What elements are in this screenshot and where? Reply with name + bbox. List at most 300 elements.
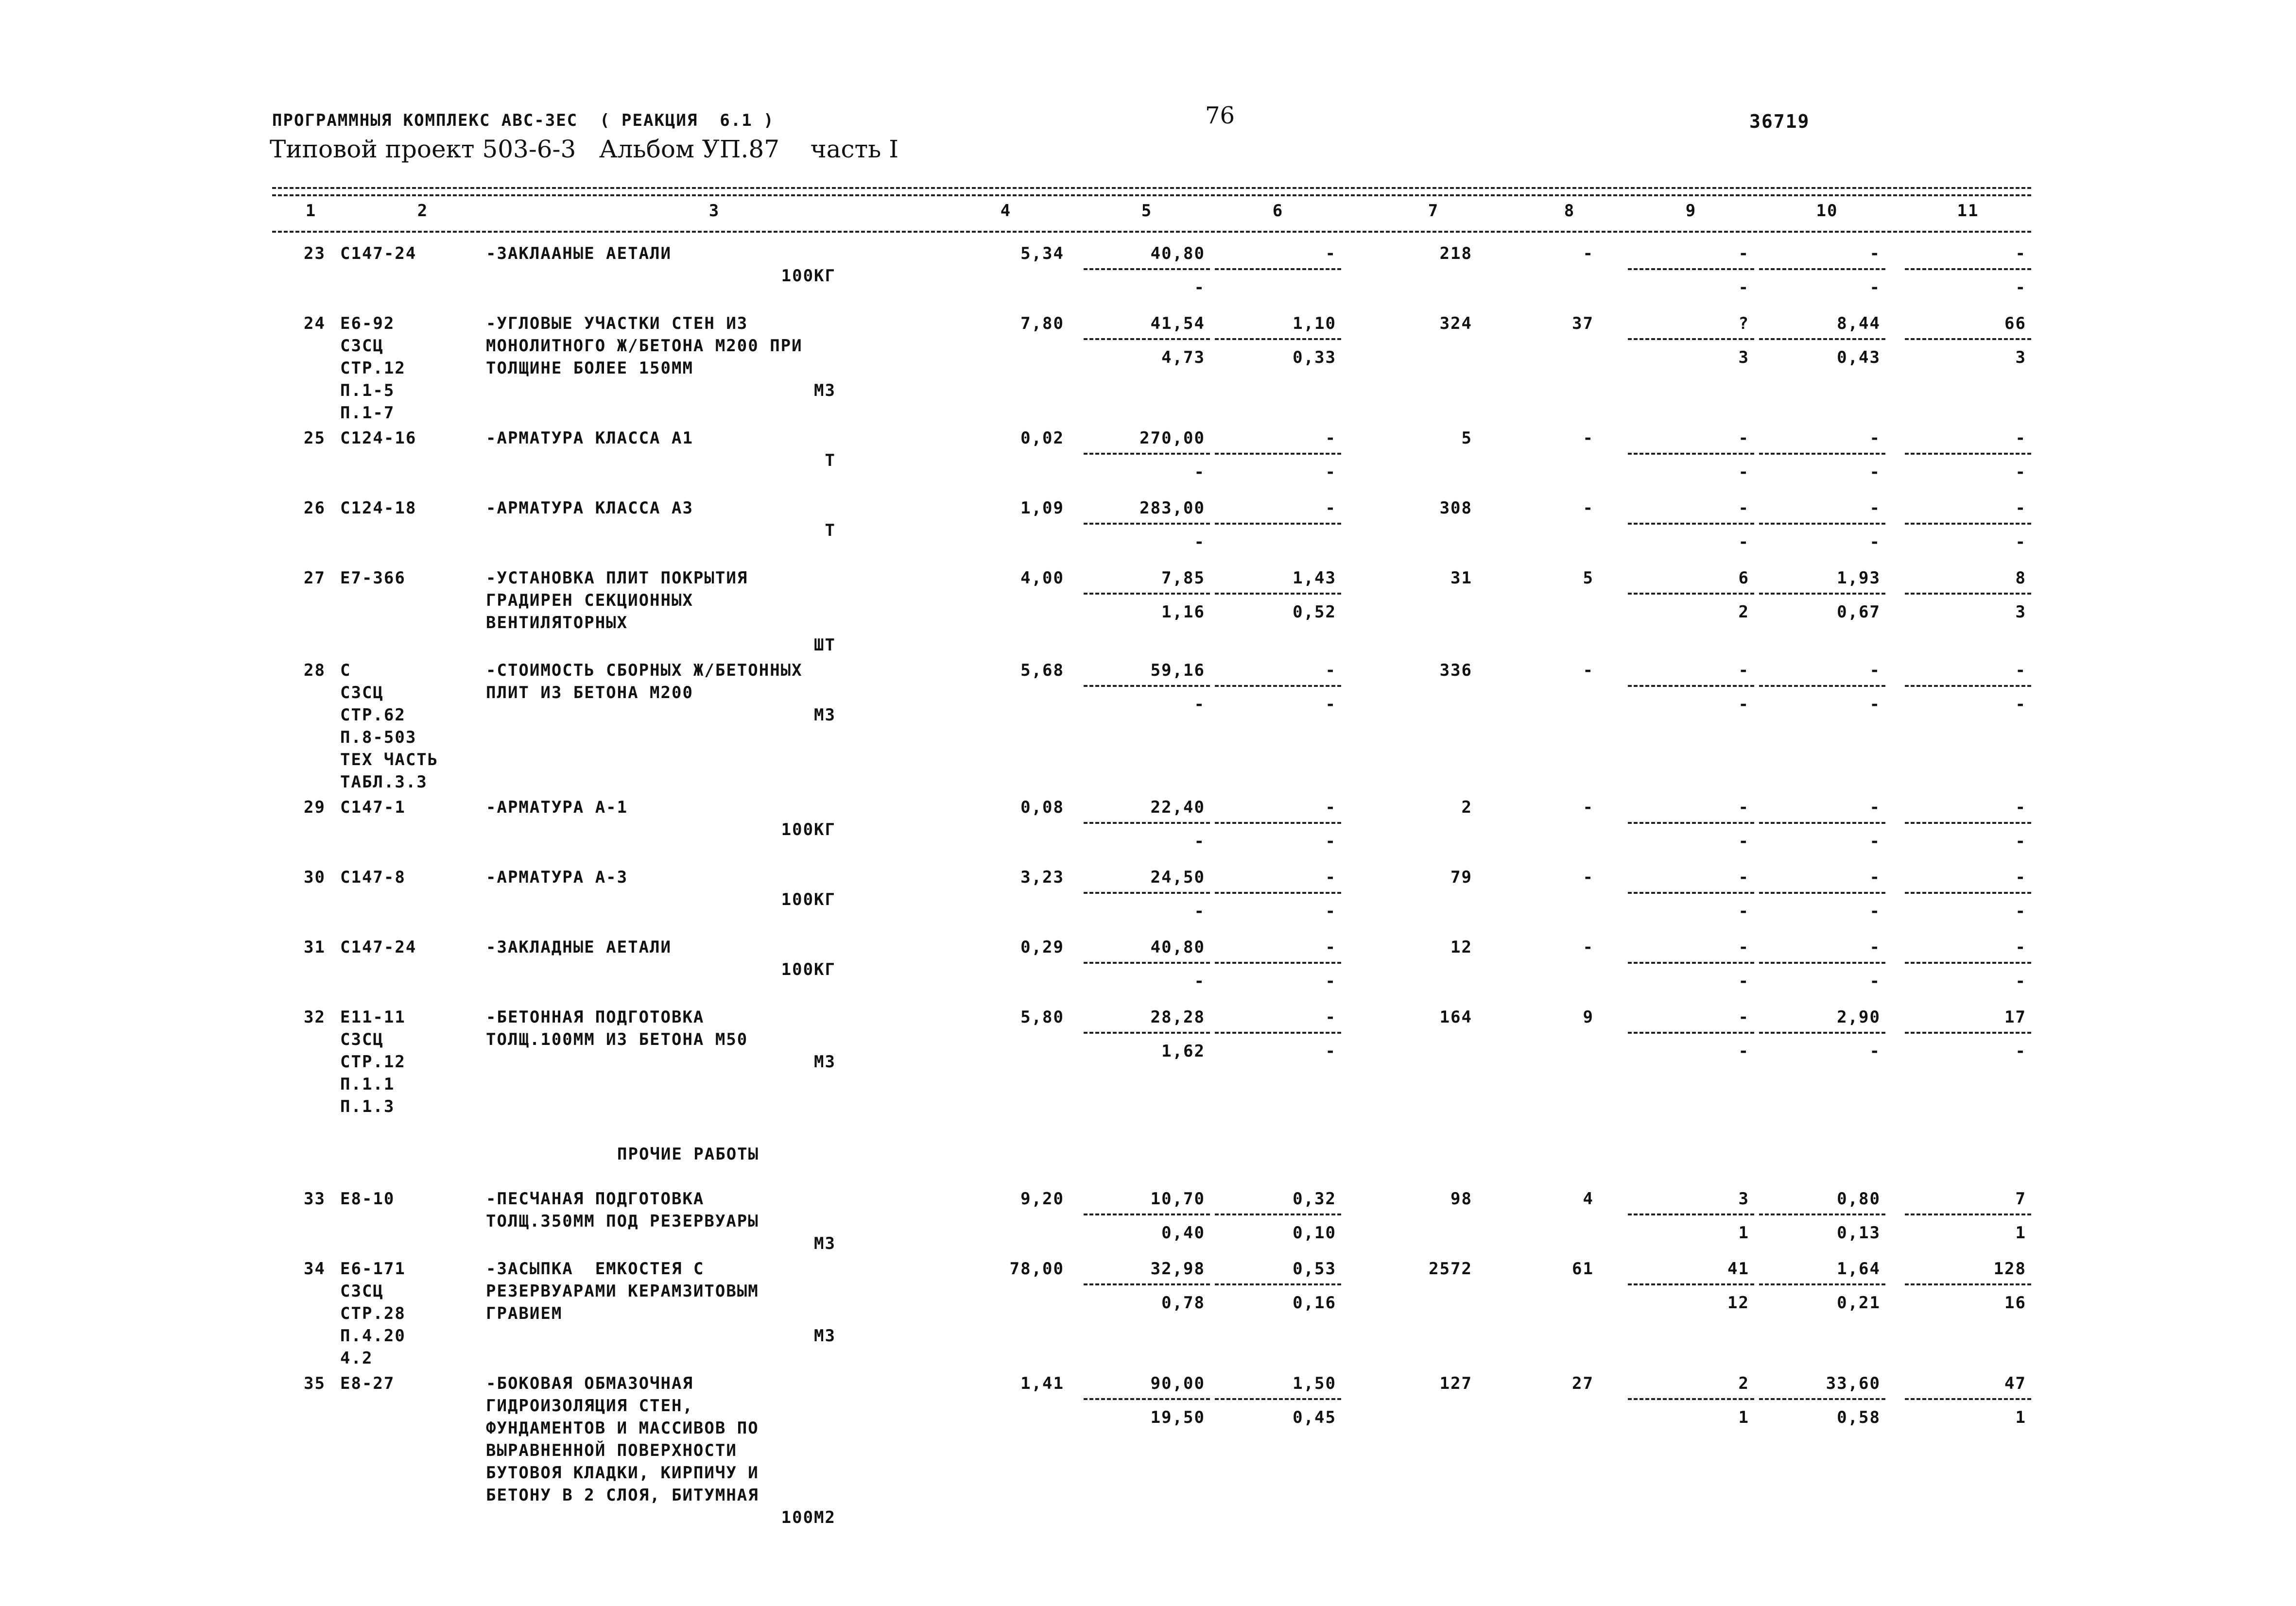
- row-c5-divider: [1084, 1283, 1210, 1285]
- section-heading: ПРОЧИЕ РАБОТЫ: [617, 1145, 760, 1164]
- row-c5-lower: 0,78: [1161, 1293, 1205, 1313]
- row-c9-divider: [1628, 685, 1754, 687]
- row-number: 24: [304, 314, 326, 333]
- row-col7: 2572: [1429, 1259, 1472, 1279]
- row-col7: 127: [1439, 1374, 1472, 1393]
- row-description-line: -БОКОВАЯ ОБМАЗОЧНАЯ: [486, 1374, 693, 1393]
- row-c6-upper: -: [1325, 428, 1336, 448]
- row-c10-divider: [1759, 338, 1885, 340]
- row-col7: 98: [1450, 1189, 1472, 1209]
- document-number: 36719: [1749, 111, 1810, 132]
- row-c9-divider: [1628, 338, 1754, 340]
- row-c11-upper: 7: [2015, 1189, 2026, 1209]
- column-header-5: 5: [1141, 201, 1153, 221]
- row-c6-lower: 0,45: [1293, 1408, 1336, 1427]
- row-c11-divider: [1905, 685, 2031, 687]
- row-c9-upper: -: [1738, 798, 1749, 817]
- row-description-line: ГРАДИРЕН СЕКЦИОННЫХ: [486, 591, 693, 610]
- row-c6-lower: 0,52: [1293, 602, 1336, 622]
- row-c9-upper: -: [1738, 1008, 1749, 1027]
- row-unit: М3: [814, 1234, 836, 1253]
- row-c11-lower: 16: [2004, 1293, 2026, 1313]
- row-number: 33: [304, 1189, 326, 1209]
- row-c9-divider: [1628, 1213, 1754, 1215]
- row-c10-divider: [1759, 685, 1885, 687]
- row-c10-lower: -: [1869, 972, 1881, 991]
- row-c9-divider: [1628, 1032, 1754, 1034]
- row-c10-lower: -: [1869, 902, 1881, 921]
- row-c5-lower: -: [1194, 832, 1205, 851]
- header-rule-bottom: [272, 231, 2031, 233]
- row-col7: 2: [1461, 798, 1472, 817]
- row-number: 34: [304, 1259, 326, 1279]
- row-col8: -: [1583, 428, 1594, 448]
- row-c10-lower: 0,21: [1837, 1293, 1881, 1313]
- row-c11-lower: -: [2015, 532, 2026, 552]
- row-c5-lower: 19,50: [1150, 1408, 1205, 1427]
- row-c9-lower: -: [1738, 902, 1749, 921]
- row-description-line: ФУНДАМЕНТОВ И МАССИВОВ ПО: [486, 1418, 759, 1438]
- column-header-9: 9: [1685, 201, 1697, 221]
- row-unit: М3: [814, 1052, 836, 1072]
- row-unit: 100КГ: [781, 266, 836, 286]
- row-c10-upper: -: [1869, 868, 1881, 887]
- row-code-line: СЗСЦ: [340, 683, 384, 702]
- row-c10-upper: 1,64: [1837, 1259, 1881, 1279]
- column-header-4: 4: [1000, 201, 1012, 221]
- row-number: 25: [304, 428, 326, 448]
- row-code-line: П.1-5: [340, 381, 395, 400]
- row-c9-lower: 12: [1727, 1293, 1749, 1313]
- row-c10-upper: -: [1869, 244, 1881, 263]
- row-c10-lower: -: [1869, 832, 1881, 851]
- row-description-line: МОНОЛИТНОГО Ж/БЕТОНА М200 ПРИ: [486, 336, 803, 356]
- row-description-line: -АРМАТУРА А-1: [486, 798, 628, 817]
- row-c6-divider: [1215, 685, 1341, 687]
- row-c6-divider: [1215, 523, 1341, 525]
- row-description-line: -БЕТОННАЯ ПОДГОТОВКА: [486, 1008, 705, 1027]
- row-code-line: С147-8: [340, 868, 406, 887]
- row-number: 27: [304, 568, 326, 588]
- row-c11-lower: 3: [2015, 602, 2026, 622]
- row-description-line: -ПЕСЧАНАЯ ПОДГОТОВКА: [486, 1189, 705, 1209]
- row-c11-upper: 8: [2015, 568, 2026, 588]
- row-c9-upper: ?: [1738, 314, 1749, 333]
- row-quantity: 3,23: [1020, 868, 1064, 887]
- row-c10-upper: -: [1869, 428, 1881, 448]
- row-c11-upper: -: [2015, 661, 2026, 680]
- row-c5-upper: 28,28: [1150, 1008, 1205, 1027]
- row-c9-lower: -: [1738, 832, 1749, 851]
- row-c6-upper: -: [1325, 244, 1336, 263]
- row-c11-upper: 66: [2004, 314, 2026, 333]
- row-description-line: ВЕНТИЛЯТОРНЫХ: [486, 613, 628, 632]
- row-description-line: ПЛИТ ИЗ БЕТОНА М200: [486, 683, 693, 702]
- row-quantity: 78,00: [1009, 1259, 1064, 1279]
- row-code-line: С124-16: [340, 428, 417, 448]
- row-c5-divider: [1084, 962, 1210, 964]
- row-c9-upper: -: [1738, 661, 1749, 680]
- column-header-10: 10: [1816, 201, 1838, 221]
- row-code-line: СТР.12: [340, 1052, 406, 1072]
- row-c9-divider: [1628, 1283, 1754, 1285]
- row-c11-divider: [1905, 962, 2031, 964]
- row-description-line: -СТОИМОСТЬ СБОРНЫХ Ж/БЕТОННЫХ: [486, 661, 803, 680]
- row-c5-upper: 283,00: [1139, 498, 1205, 518]
- row-c11-lower: -: [2015, 832, 2026, 851]
- row-c5-lower: -: [1194, 695, 1205, 714]
- row-quantity: 5,68: [1020, 661, 1064, 680]
- row-c5-lower: 0,40: [1161, 1223, 1205, 1243]
- row-c6-upper: 1,43: [1293, 568, 1336, 588]
- row-c6-lower: 0,10: [1293, 1223, 1336, 1243]
- row-c10-upper: -: [1869, 798, 1881, 817]
- row-code-line: СЗСЦ: [340, 1030, 384, 1049]
- row-c10-upper: 1,93: [1837, 568, 1881, 588]
- row-c11-lower: -: [2015, 902, 2026, 921]
- row-c11-divider: [1905, 593, 2031, 595]
- row-c11-upper: -: [2015, 868, 2026, 887]
- row-c5-divider: [1084, 593, 1210, 595]
- row-description-line: -ЗАСЫПКА ЕМКОСТЕЯ С: [486, 1259, 705, 1279]
- row-col8: -: [1583, 798, 1594, 817]
- row-col8: 27: [1572, 1374, 1594, 1393]
- row-c11-lower: 1: [2015, 1223, 2026, 1243]
- row-c9-divider: [1628, 822, 1754, 824]
- row-c10-upper: 0,80: [1837, 1189, 1881, 1209]
- row-number: 26: [304, 498, 326, 518]
- row-c5-lower: 1,62: [1161, 1042, 1205, 1061]
- row-c9-lower: 1: [1738, 1408, 1749, 1427]
- row-number: 35: [304, 1374, 326, 1393]
- row-col8: -: [1583, 938, 1594, 957]
- row-c5-lower: -: [1194, 462, 1205, 482]
- row-unit: М3: [814, 381, 836, 400]
- row-col7: 79: [1450, 868, 1472, 887]
- row-c9-lower: 1: [1738, 1223, 1749, 1243]
- row-c10-upper: -: [1869, 661, 1881, 680]
- row-c10-divider: [1759, 822, 1885, 824]
- row-c11-upper: 47: [2004, 1374, 2026, 1393]
- row-c9-upper: -: [1738, 244, 1749, 263]
- row-c10-divider: [1759, 268, 1885, 270]
- row-c9-lower: 3: [1738, 348, 1749, 367]
- row-c5-lower: -: [1194, 972, 1205, 991]
- row-c5-upper: 90,00: [1150, 1374, 1205, 1393]
- row-c5-upper: 10,70: [1150, 1189, 1205, 1209]
- column-header-7: 7: [1428, 201, 1439, 221]
- row-c5-divider: [1084, 338, 1210, 340]
- row-c5-divider: [1084, 453, 1210, 455]
- column-header-6: 6: [1272, 201, 1284, 221]
- row-col8: 5: [1583, 568, 1594, 588]
- row-c6-divider: [1215, 268, 1341, 270]
- row-code-line: П.8-503: [340, 728, 417, 747]
- row-c10-lower: -: [1869, 1042, 1881, 1061]
- column-header-2: 2: [417, 201, 429, 221]
- row-c9-lower: -: [1738, 972, 1749, 991]
- row-c10-divider: [1759, 453, 1885, 455]
- row-unit: Т: [825, 451, 836, 470]
- header-rule-top: [272, 187, 2031, 189]
- row-description-line: БЕТОНУ В 2 СЛОЯ, БИТУМНАЯ: [486, 1486, 759, 1505]
- row-description-line: -АРМАТУРА А-3: [486, 868, 628, 887]
- row-quantity: 4,00: [1020, 568, 1064, 588]
- row-c9-lower: -: [1738, 1042, 1749, 1061]
- row-c9-upper: 41: [1727, 1259, 1749, 1279]
- row-c6-lower: -: [1325, 695, 1336, 714]
- row-c11-lower: -: [2015, 462, 2026, 482]
- row-c5-upper: 7,85: [1161, 568, 1205, 588]
- row-code-line: Е6-171: [340, 1259, 406, 1279]
- row-c6-lower: -: [1325, 1042, 1336, 1061]
- row-c11-upper: 128: [1993, 1259, 2026, 1279]
- row-c10-divider: [1759, 1213, 1885, 1215]
- row-unit: ШТ: [814, 635, 836, 655]
- row-c9-lower: -: [1738, 462, 1749, 482]
- row-c11-lower: 3: [2015, 348, 2026, 367]
- row-code-line: С124-18: [340, 498, 417, 518]
- row-c6-lower: -: [1325, 462, 1336, 482]
- row-description-line: ВЫРАВНЕННОЙ ПОВЕРХНОСТИ: [486, 1441, 737, 1460]
- row-c11-lower: -: [2015, 278, 2026, 297]
- row-c11-divider: [1905, 892, 2031, 894]
- row-c11-divider: [1905, 453, 2031, 455]
- row-c11-upper: -: [2015, 498, 2026, 518]
- row-c10-upper: 33,60: [1826, 1374, 1881, 1393]
- row-unit: М3: [814, 1326, 836, 1346]
- row-c11-lower: 1: [2015, 1408, 2026, 1427]
- row-number: 30: [304, 868, 326, 887]
- row-description-line: ГРАВИЕМ: [486, 1304, 563, 1323]
- row-c9-divider: [1628, 892, 1754, 894]
- row-col8: 9: [1583, 1008, 1594, 1027]
- row-c6-upper: -: [1325, 1008, 1336, 1027]
- row-c10-divider: [1759, 593, 1885, 595]
- program-header: ПРОГРАММНЫЯ КОМПЛЕКС АВС-ЗЕС ( РЕАКЦИЯ 6.1 ): [272, 111, 775, 130]
- project-title: Типовой проект 503-6-3 Альбом УП.87 часть I: [270, 135, 898, 163]
- row-c10-divider: [1759, 1032, 1885, 1034]
- row-code-line: С147-24: [340, 244, 417, 263]
- row-c6-upper: -: [1325, 798, 1336, 817]
- row-c11-lower: -: [2015, 1042, 2026, 1061]
- row-c6-upper: -: [1325, 661, 1336, 680]
- row-c5-divider: [1084, 685, 1210, 687]
- row-c5-lower: 4,73: [1161, 348, 1205, 367]
- row-description-line: ТОЛЩ.350ММ ПОД РЕЗЕРВУАРЫ: [486, 1212, 759, 1231]
- row-c9-lower: -: [1738, 695, 1749, 714]
- row-description-line: ГИДРОИЗОЛЯЦИЯ СТЕН,: [486, 1396, 693, 1416]
- column-header-8: 8: [1564, 201, 1575, 221]
- row-c11-divider: [1905, 268, 2031, 270]
- row-c6-divider: [1215, 1398, 1341, 1400]
- row-code-line: Е8-27: [340, 1374, 395, 1393]
- row-unit: М3: [814, 705, 836, 725]
- row-c10-lower: 0,58: [1837, 1408, 1881, 1427]
- row-code-line: СЗСЦ: [340, 1281, 384, 1301]
- row-unit: 100М2: [781, 1508, 836, 1527]
- row-c6-upper: 1,50: [1293, 1374, 1336, 1393]
- row-col8: -: [1583, 661, 1594, 680]
- row-code-line: Е7-366: [340, 568, 406, 588]
- row-c10-divider: [1759, 1283, 1885, 1285]
- row-c6-divider: [1215, 453, 1341, 455]
- row-code-line: СТР.28: [340, 1304, 406, 1323]
- row-c11-upper: 17: [2004, 1008, 2026, 1027]
- row-c10-upper: -: [1869, 498, 1881, 518]
- row-c6-upper: 0,32: [1293, 1189, 1336, 1209]
- row-c11-divider: [1905, 822, 2031, 824]
- row-c6-upper: -: [1325, 938, 1336, 957]
- row-c6-divider: [1215, 1032, 1341, 1034]
- row-c11-divider: [1905, 338, 2031, 340]
- row-quantity: 7,80: [1020, 314, 1064, 333]
- row-c5-upper: 22,40: [1150, 798, 1205, 817]
- row-code-line: СТР.12: [340, 359, 406, 378]
- row-c10-upper: 2,90: [1837, 1008, 1881, 1027]
- row-c5-upper: 59,16: [1150, 661, 1205, 680]
- row-code-line: П.1.3: [340, 1097, 395, 1116]
- row-description-line: ТОЛЩ.100ММ ИЗ БЕТОНА М50: [486, 1030, 748, 1049]
- row-number: 23: [304, 244, 326, 263]
- row-c6-divider: [1215, 1283, 1341, 1285]
- row-description-line: -АРМАТУРА КЛАССА А3: [486, 498, 693, 518]
- row-c10-divider: [1759, 523, 1885, 525]
- row-c11-divider: [1905, 1032, 2031, 1034]
- row-c9-divider: [1628, 1398, 1754, 1400]
- row-c10-upper: 8,44: [1837, 314, 1881, 333]
- row-c10-divider: [1759, 892, 1885, 894]
- row-c6-upper: -: [1325, 868, 1336, 887]
- row-c6-lower: -: [1325, 972, 1336, 991]
- row-col7: 164: [1439, 1008, 1472, 1027]
- row-c6-upper: 0,53: [1293, 1259, 1336, 1279]
- row-c5-lower: 1,16: [1161, 602, 1205, 622]
- row-col8: -: [1583, 244, 1594, 263]
- column-header-1: 1: [305, 201, 317, 221]
- row-c11-upper: -: [2015, 938, 2026, 957]
- row-quantity: 1,09: [1020, 498, 1064, 518]
- row-c9-upper: 3: [1738, 1189, 1749, 1209]
- row-c10-lower: 0,13: [1837, 1223, 1881, 1243]
- page-number: 76: [1205, 102, 1235, 129]
- row-code-line: Е6-92: [340, 314, 395, 333]
- row-c10-lower: -: [1869, 695, 1881, 714]
- row-number: 32: [304, 1008, 326, 1027]
- row-unit: Т: [825, 521, 836, 540]
- row-c10-divider: [1759, 1398, 1885, 1400]
- header-rule-top-2: [272, 194, 2031, 196]
- row-code-line: С: [340, 661, 351, 680]
- row-code-line: 4.2: [340, 1349, 373, 1368]
- row-quantity: 9,20: [1020, 1189, 1064, 1209]
- row-c10-lower: 0,43: [1837, 348, 1881, 367]
- row-c5-lower: -: [1194, 278, 1205, 297]
- row-c5-divider: [1084, 523, 1210, 525]
- row-quantity: 0,08: [1020, 798, 1064, 817]
- row-c5-divider: [1084, 1398, 1210, 1400]
- row-c6-upper: -: [1325, 498, 1336, 518]
- row-col7: 31: [1450, 568, 1472, 588]
- row-c9-upper: -: [1738, 428, 1749, 448]
- row-code-line: ТАБЛ.3.3: [340, 772, 428, 792]
- row-number: 31: [304, 938, 326, 957]
- row-c6-lower: -: [1325, 832, 1336, 851]
- row-col7: 324: [1439, 314, 1472, 333]
- row-c6-divider: [1215, 338, 1341, 340]
- row-code-line: С147-24: [340, 938, 417, 957]
- row-code-line: ТЕХ ЧАСТЬ: [340, 750, 439, 769]
- row-col8: 61: [1572, 1259, 1594, 1279]
- row-c9-upper: -: [1738, 498, 1749, 518]
- row-description-line: -ЗАКЛАДНЫЕ АЕТАЛИ: [486, 938, 672, 957]
- row-c6-lower: 0,33: [1293, 348, 1336, 367]
- row-code-line: Е11-11: [340, 1008, 406, 1027]
- row-c9-divider: [1628, 962, 1754, 964]
- row-c5-upper: 24,50: [1150, 868, 1205, 887]
- row-unit: 100КГ: [781, 820, 836, 839]
- column-header-11: 11: [1957, 201, 1979, 221]
- row-c5-upper: 40,80: [1150, 244, 1205, 263]
- row-description-line: БУТОВОЯ КЛАДКИ, КИРПИЧУ И: [486, 1463, 759, 1483]
- row-quantity: 5,34: [1020, 244, 1064, 263]
- row-c6-upper: 1,10: [1293, 314, 1336, 333]
- row-col8: -: [1583, 868, 1594, 887]
- row-col7: 5: [1461, 428, 1472, 448]
- row-c10-lower: -: [1869, 278, 1881, 297]
- row-code-line: СТР.62: [340, 705, 406, 725]
- row-quantity: 1,41: [1020, 1374, 1064, 1393]
- row-c5-upper: 41,54: [1150, 314, 1205, 333]
- row-description-line: ТОЛЩИНЕ БОЛЕЕ 150ММ: [486, 359, 693, 378]
- row-quantity: 0,29: [1020, 938, 1064, 957]
- row-c11-divider: [1905, 1283, 2031, 1285]
- row-c5-upper: 270,00: [1139, 428, 1205, 448]
- row-col7: 218: [1439, 244, 1472, 263]
- row-code-line: СЗСЦ: [340, 336, 384, 356]
- row-c6-divider: [1215, 822, 1341, 824]
- row-c6-divider: [1215, 962, 1341, 964]
- row-c11-divider: [1905, 523, 2031, 525]
- row-c9-upper: -: [1738, 868, 1749, 887]
- row-c11-upper: -: [2015, 428, 2026, 448]
- row-description-line: РЕЗЕРВУАРАМИ КЕРАМЗИТОВЫМ: [486, 1281, 759, 1301]
- row-quantity: 0,02: [1020, 428, 1064, 448]
- row-c11-divider: [1905, 1213, 2031, 1215]
- row-col8: -: [1583, 498, 1594, 518]
- row-code-line: П.1.1: [340, 1075, 395, 1094]
- row-col8: 37: [1572, 314, 1594, 333]
- row-c11-lower: -: [2015, 695, 2026, 714]
- row-c9-upper: -: [1738, 938, 1749, 957]
- row-quantity: 5,80: [1020, 1008, 1064, 1027]
- row-c6-divider: [1215, 892, 1341, 894]
- row-c10-upper: -: [1869, 938, 1881, 957]
- row-c9-upper: 2: [1738, 1374, 1749, 1393]
- row-c6-lower: -: [1325, 902, 1336, 921]
- row-number: 29: [304, 798, 326, 817]
- row-c11-upper: -: [2015, 798, 2026, 817]
- row-c9-upper: 6: [1738, 568, 1749, 588]
- row-c9-divider: [1628, 593, 1754, 595]
- row-c6-lower: 0,16: [1293, 1293, 1336, 1313]
- row-c5-upper: 32,98: [1150, 1259, 1205, 1279]
- row-description-line: -УГЛОВЫЕ УЧАСТКИ СТЕН ИЗ: [486, 314, 748, 333]
- row-number: 28: [304, 661, 326, 680]
- row-c11-divider: [1905, 1398, 2031, 1400]
- row-c5-divider: [1084, 892, 1210, 894]
- row-description-line: -ЗАКЛААНЫЕ АЕТАЛИ: [486, 244, 672, 263]
